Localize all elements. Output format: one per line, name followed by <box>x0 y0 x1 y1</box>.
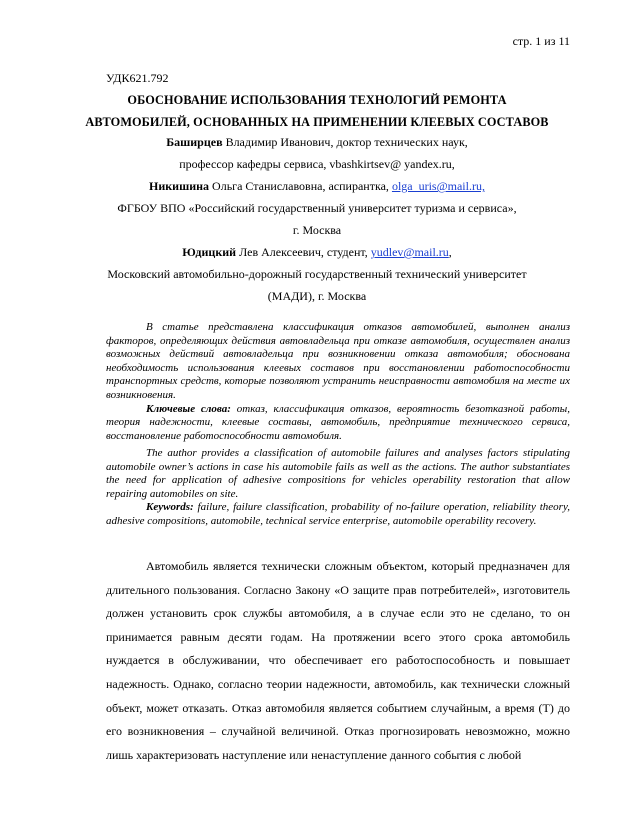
article-title-line-1: ОБОСНОВАНИЕ ИСПОЛЬЗОВАНИЯ ТЕХНОЛОГИЙ РЕМОНТА <box>127 93 507 107</box>
author-1-affiliation: профессор кафедры сервиса, vbashkirtsev@ yandex.ru, <box>179 157 455 171</box>
body-paragraph-1: Автомобиль является технически сложным объектом, который предназначен для длительного пользования. Согласно Закону «О защите прав потребителей», изготовитель должен установить срок службы автомобиля, а в случае если это не сделано, то он принимается равным десяти годам. На протяжении всего этого срока автомобиль нуждается в обслуживании, что обеспечивает его работоспособность и повышает надежность. Однако, согласно теории надежности, автомобиль, как технически сложный объект, может отказать. Отказ автомобиля является событием случайным, а время (Т) до его возникновения – случайной величиной. Отказ прогнозировать невозможно, можно лишь характеризовать наступление или ненаступление данного события с любой <box>106 559 570 762</box>
abstract-ru-keywords-text: отказ, классификация отказов, вероятность безотказной работы, теория надежности, клеевые составы, автомобиль, предприятие технического сервиса, восстановление работоспособности автомобиля. <box>106 402 570 442</box>
abstract-en-keywords <box>106 501 570 528</box>
author-1-name: Баширцев <box>166 135 223 149</box>
page-number: стр. 1 из 11 <box>512 34 570 48</box>
body-text <box>106 555 570 767</box>
organization-1-city: г. Москва <box>292 223 342 237</box>
author-2-name: Никишина <box>149 179 210 193</box>
author-3-line <box>60 245 574 260</box>
udk-code: УДК621.792 <box>106 71 169 85</box>
author-3-comma: , <box>448 245 452 259</box>
organization-1: ФГБОУ ВПО «Российский государственный университет туризма и сервиса», <box>117 201 517 215</box>
author-3-email-link[interactable]: yudlev@mail.ru <box>370 245 449 259</box>
author-1-line <box>60 135 574 150</box>
organization-2: Московский автомобильно-дорожный государственный технический университет <box>107 267 527 281</box>
abstract-en-keywords-text: failure, failure classification, probability of no-failure operation, reliability theory, adhesive compositions, automobile, technical service enterprise, automobile operability recovery. <box>106 501 570 527</box>
author-2-details: Ольга Станиславовна, аспирантка, <box>209 179 392 193</box>
article-title-line-2: АВТОМОБИЛЕЙ, ОСНОВАННЫХ НА ПРИМЕНЕНИИ КЛЕЕВЫХ СОСТАВОВ <box>85 115 549 129</box>
author-3-name: Юдицкий <box>182 245 237 259</box>
abstract-en-text: The author provides a classification of automobile failures and analyses factors stipulating automobile owner’s actions in case his automobile fails as well as the actions. The author substantiates the need for application of adhesive compositions for vehicles operability restoration that allow repairing automobiles on site. <box>106 447 570 500</box>
abstract-ru-text: В статье представлена классификация отказов автомобилей, выполнен анализ факторов, определяющих действия автовладельца при отказе автомобиля, осуществлен анализ возможных действий автовладельца при возникновении отказа автомобиля; обоснована необходимость использования клеевых составов при восстановлении работоспособности транспортных средств, которые позволяют устранить неисправности автомобиля на месте их возникновения. <box>106 321 570 401</box>
organization-2-city: (МАДИ), г. Москва <box>267 289 367 303</box>
author-1-details: Владимир Иванович, доктор технических наук, <box>222 135 468 149</box>
abstract-russian <box>106 321 570 443</box>
author-2-line <box>60 179 574 194</box>
abstract-ru-keywords-label: Ключевые слова: <box>146 402 231 415</box>
abstract-english <box>106 447 570 529</box>
author-2-email-link[interactable]: olga_uris@mail.ru, <box>391 179 485 193</box>
author-3-details: Лев Алексеевич, студент, <box>236 245 371 259</box>
abstract-en-keywords-label: Keywords: <box>146 501 194 514</box>
abstract-ru-keywords <box>106 403 570 444</box>
